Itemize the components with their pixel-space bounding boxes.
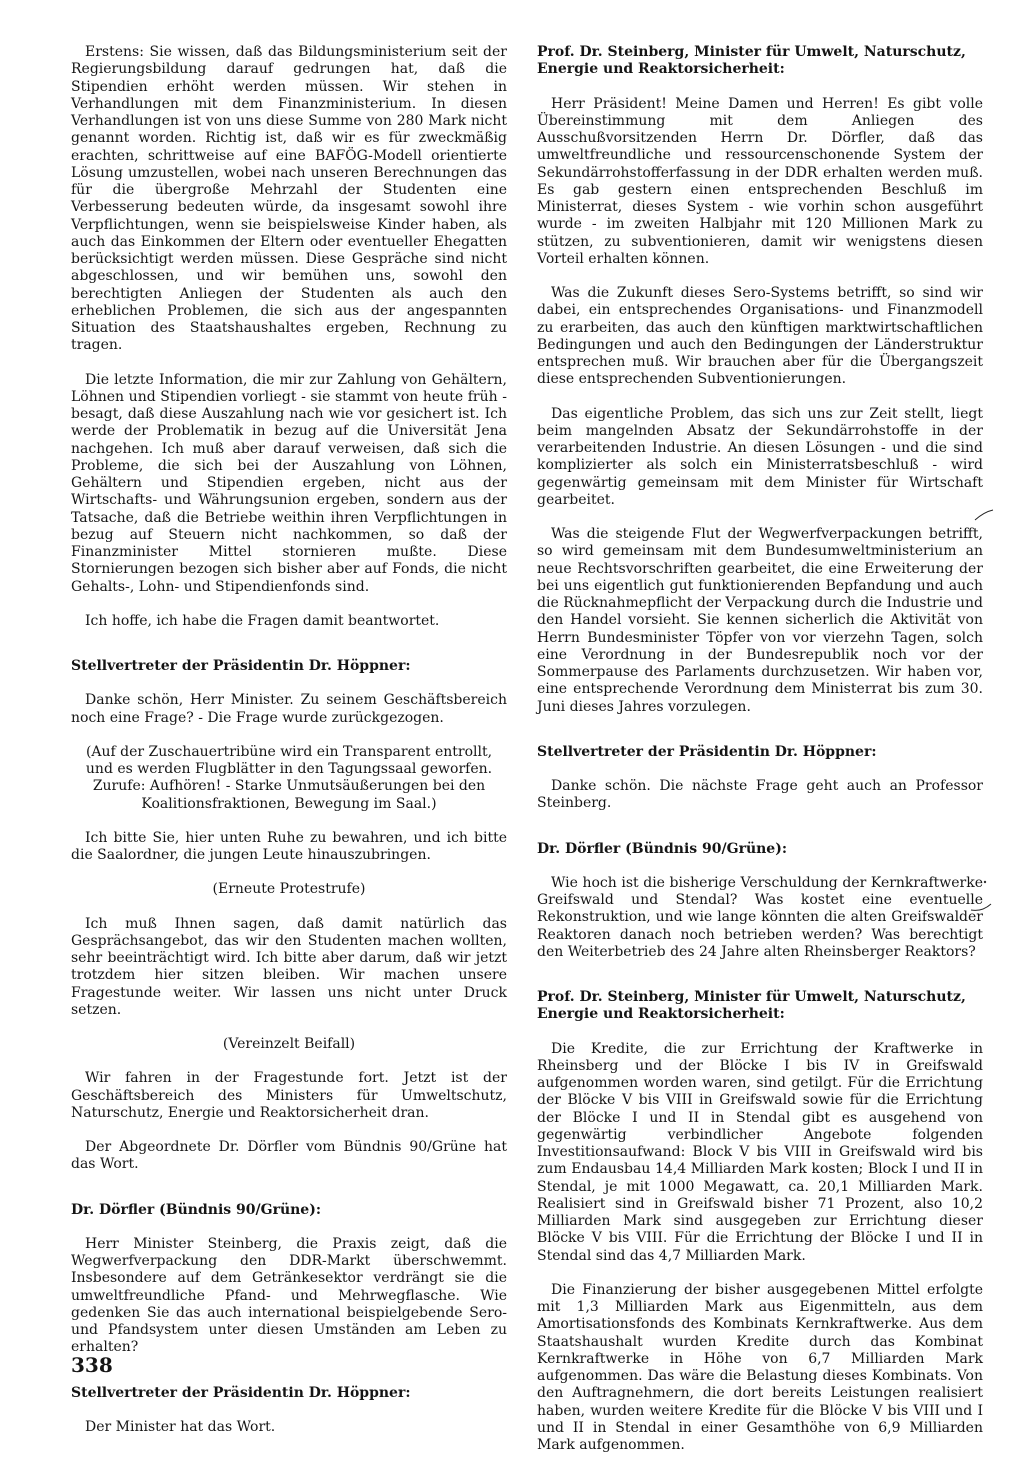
paragraph: Herr Minister Steinberg, die Praxis zeigt, daß die Wegwerfverpackung den DDR-Markt überschwemmt. Insbesondere auf dem Getränkesektor verdrängt sie die umweltfreundliche Pfand- und Mehrwegflasche. Wie gedenken Sie das auch international beispielgebende Sero- und Pfandsystem unter diesen Umständen am Leben zu erhalten? xyxy=(71,1235,507,1356)
paragraph: Der Minister hat das Wort. xyxy=(85,1418,276,1435)
paragraph: Ich hoffe, ich habe die Fragen damit beantwortet. xyxy=(85,612,440,629)
speaker-heading: Dr. Dörfler (Bündnis 90/Grüne): xyxy=(537,840,788,857)
paragraph: Danke schön. Die nächste Frage geht auch an Professor Steinberg. xyxy=(537,778,983,812)
speaker-heading: Stellvertreter der Präsidentin Dr. Höppner: xyxy=(71,658,411,674)
paragraph: Ich bitte Sie, hier unten Ruhe zu bewahren, und ich bitte die Saalordner, die jungen Leute hinauszubringen. xyxy=(71,829,507,863)
stage-direction: (Auf der Zuschauertribüne wird ein Transparent entrollt, und es werden Flugblätter in den Tagungssaal geworfen. Zurufe: Aufhören! - Starke Unmutsäußerungen bei den Koalitionsfraktionen, Bewegung im Saal.) xyxy=(85,743,493,812)
paragraph: Erstens: Sie wissen, daß das Bildungsministerium seit der Regierungsbildung darauf gedrungen hat, daß die Stipendien erhöht werden müssen. Wir stehen in Verhandlungen mit dem Finanzministerium. In diesen Verhandlungen ist von uns diese Summe von 280 Mark nicht genannt worden. Richtig ist, daß wir es für zweckmäßig erachten, schrittweise auf eine BAFÖG-Modell orientierte Lösung umzustellen, wobei nach unseren Berechnungen das für die übergroße Mehrzahl der Studenten eine Verbesserung bedeuten würde, da insgesamt sowohl ihre Verpflichtungen, wenn sie beispielsweise Kinder haben, als auch das Einkommen der Eltern oder eventueller Ehegatten berücksichtigt werden müssen. Diese Gespräche sind nicht abgeschlossen, und wir bemühen uns, sowohl den berechtigten Anliegen der Studenten als auch den erheblichen Problemen, die sich aus der angespannten Situation des Staatshaushaltes ergeben, Rechnung zu tragen. xyxy=(71,44,507,354)
paragraph: Der Abgeordnete Dr. Dörfler vom Bündnis 90/Grüne hat das Wort. xyxy=(71,1139,507,1173)
paragraph: Die Kredite, die zur Errichtung der Kraftwerke in Rheinsberg und der Blöcke I bis IV in Greifswald aufgenommen worden waren, sind getilgt. Für die Errichtung der Blöcke V bis VIII in Greifswald sowie für die Errichtung der Blöcke I und II in Stendal gibt es ausgehend von gegenwärtig verbindlicher Angebote folgenden Investitionsaufwand: Block V bis VIII in Greifswald wird bis zum Endausbau 14,4 Milliarden Mark kosten; Block I und II in Stendal, je mit 1000 Megawatt, ca. 20,1 Milliarden Mark. Realisiert sind in Greifswald bisher 71 Prozent, also 10,2 Milliarden Mark sind ausgegeben zur Errichtung dieser Blöcke V bis VIII. Für die Errichtung der Blöcke I und II in Stendal sind das 4,7 Milliarden Mark. xyxy=(537,1040,983,1264)
right-column xyxy=(537,44,983,1471)
paragraph: Danke schön, Herr Minister. Zu seinem Geschäftsbereich noch eine Frage? - Die Frage wurde zurückgezogen. xyxy=(71,692,507,726)
speaker-heading: Stellvertreter der Präsidentin Dr. Höppner: xyxy=(71,1384,411,1401)
stage-direction: (Vereinzelt Beifall) xyxy=(222,1036,356,1052)
speaker-heading: Stellvertreter der Präsidentin Dr. Höppner: xyxy=(537,743,877,760)
speaker-heading: Prof. Dr. Steinberg, Minister für Umwelt, Naturschutz, Energie und Reaktorsicherheit: xyxy=(537,44,966,78)
speaker-heading: Prof. Dr. Steinberg, Minister für Umwelt, Naturschutz, Energie und Reaktorsicherheit: xyxy=(537,989,966,1023)
speaker-heading: Dr. Dörfler (Bündnis 90/Grüne): xyxy=(71,1201,322,1218)
paragraph: Was die Zukunft dieses Sero-Systems betrifft, so sind wir dabei, ein entsprechendes Organisations- und Finanzmodell zu erarbeiten, das auch den künftigen marktwirtschaftlichen Bedingungen und auch den Bedingungen der Länderstruktur entsprechen muß. Wir brauchen aber für die Übergangszeit diese entsprechenden Subventionierungen. xyxy=(537,285,983,388)
margin-mark xyxy=(974,508,994,522)
margin-mark xyxy=(970,896,992,914)
stage-direction: (Erneute Protestrufe) xyxy=(212,881,366,898)
margin-dot xyxy=(983,880,987,884)
paragraph: Was die steigende Flut der Wegwerfverpackungen betrifft, so wird gemeinsam mit dem Bundesumweltministerium an neue Rechtsvorschriften gearbeitet, die eine Erweiterung der bei uns eigentlich gut funktionierenden Bepfandung und auch die Rücknahmepflicht der Verpackung durch die Industrie und den Handel vorsieht. Sie kennen sicherlich die Aktivität von Herrn Bundesminister Töpfer von vor vierzehn Tagen, solch eine Verordnung in der Bundesrepublik noch vor der Sommerpause des Parlaments durchzusetzen. Wir haben vor, eine entsprechende Verordnung dem Ministerrat bis zum 30. Juni dieses Jahres vorzulegen. xyxy=(537,526,983,715)
paragraph: Wie hoch ist die bisherige Verschuldung der Kernkraftwerke Greifswald und Stendal? Was kostet eine eventuelle Rekonstruktion, und wie lange könnten die alten Greifswalder Reaktoren danach noch betrieben werden? Was berechtigt den Weiterbetrieb des 24 Jahre alten Rheinsberger Reaktors? xyxy=(537,874,983,960)
paragraph: Die Finanzierung der bisher ausgegebenen Mittel erfolgte mit 1,3 Milliarden Mark aus Eigenmitteln, aus dem Amortisationsfonds des Kombinats Kernkraftwerke. Aus dem Staatshaushalt wurden Kredite durch das Kombinat Kernkraftwerke in Höhe von 6,7 Milliarden Mark aufgenommen. Das wäre die Belastung dieses Kombinats. Von den Auftragnehmern, die dort bereits Leistungen realisiert haben, wurden weitere Kredite für die Blöcke V bis VIII und I und II in Stendal in einer Gesamthöhe von 6,9 Milliarden Mark aufgenommen. xyxy=(537,1281,983,1453)
paragraph: Herr Präsident! Meine Damen und Herren! Es gibt volle Übereinstimmung mit dem Anliegen des Ausschußvorsitzenden Herrn Dr. Dörfler, daß das umweltfreundliche und ressourcenschonende System der Sekundärrohstofferfassung in der DDR erhalten werden muß. Es gab gestern einen entsprechenden Beschluß im Ministerrat, dieses System - wie vorhin schon ausgeführt wurde - im zweiten Halbjahr mit 120 Millionen Mark zu stützen, zu subventionieren, damit wir wenigstens diesen Vorteil erhalten können. xyxy=(537,95,983,267)
paragraph: Wir fahren in der Fragestunde fort. Jetzt ist der Geschäftsbereich des Ministers für Umweltschutz, Naturschutz, Energie und Reaktorsicherheit dran. xyxy=(71,1070,507,1121)
paragraph: Ich muß Ihnen sagen, daß damit natürlich das Gesprächsangebot, das wir den Studenten machen wollten, sehr beeinträchtigt wird. Ich bitte aber darum, daß wir jetzt trotzdem hier sitzen bleiben. Wir machen unsere Fragestunde weiter. Wir lassen uns nicht unter Druck setzen. xyxy=(71,915,507,1018)
left-column xyxy=(71,44,507,1453)
paragraph: Das eigentliche Problem, das sich uns zur Zeit stellt, liegt beim mangelnden Absatz der Sekundärrohstoffe in der verarbeitenden Industrie. An diesen Lösungen - und die sind komplizierter als solch ein Ministerratsbeschluß - wird gegenwärtig gemeinsam mit dem Minister für Wirtschaft gearbeitet. xyxy=(537,405,983,508)
page-number: 338 xyxy=(71,1353,113,1377)
paragraph: Die letzte Information, die mir zur Zahlung von Gehältern, Löhnen und Stipendien vorliegt - sie stammt von heute früh - besagt, daß diese Auszahlung nach wie vor gesichert ist. Ich werde der Problematik in bezug auf die Universität Jena nachgehen. Ich muß aber darauf verweisen, daß sich die Probleme, die sich bei der Auszahlung von Löhnen, Gehältern und Stipendien ergeben, nicht aus der Wirtschafts- und Währungsunion ergeben, sondern aus der Tatsache, daß die Betriebe weithin ihren Verpflichtungen in bezug auf Steuern nicht nachkommen, so daß der Finanzminister Mittel stornieren mußte. Diese Stornierungen bezogen sich bisher aber auf Fonds, die nicht Gehalts-, Lohn- und Stipendienfonds sind. xyxy=(71,371,507,595)
